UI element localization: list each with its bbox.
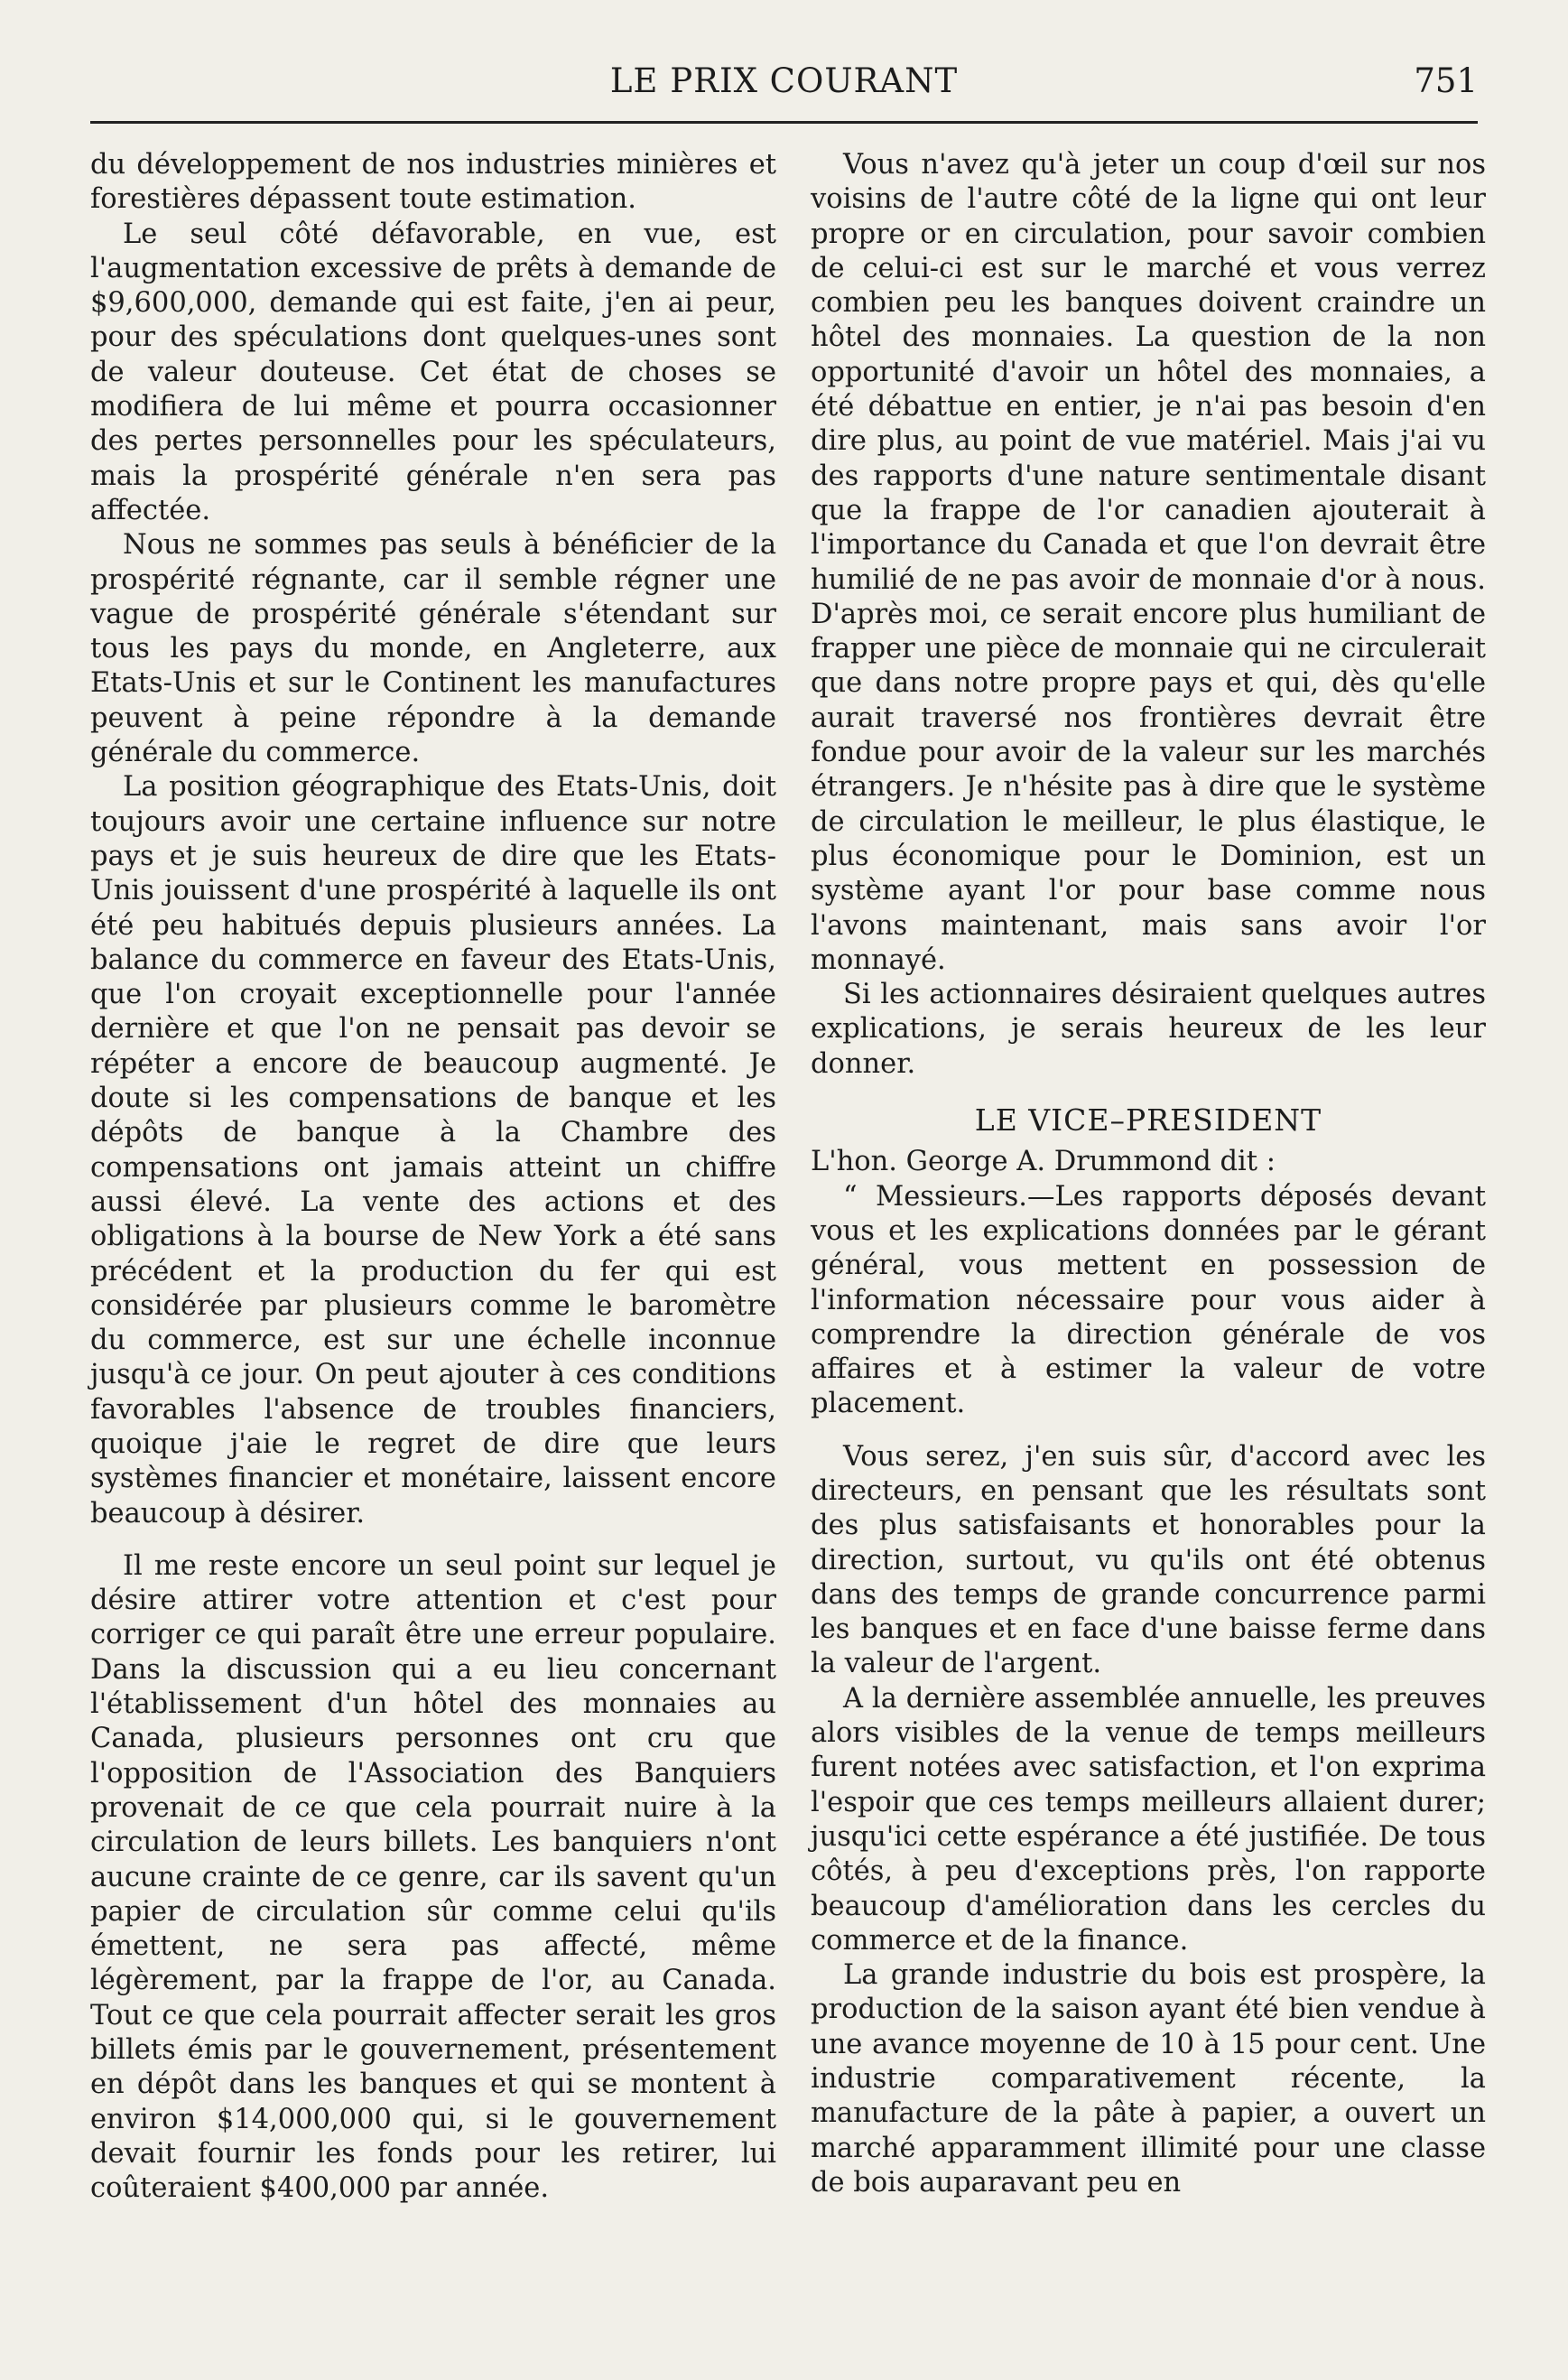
page-header <box>90 54 1478 108</box>
paragraph: Il me reste encore un seul point sur lequel je désire attirer votre attention et c'est pour corriger ce qui paraît être une erreur populaire. Dans la discussion qui a eu lieu concernant l'établissement d'un hôtel des monnaies au Canada, plusieurs personnes ont cru que l'opposition de l'Association des Banquiers provenait de ce que cela pourrait nuire à la circulation de leurs billets. Les banquiers n'ont aucune crainte de ce genre, car ils savent qu'un papier de circulation sûr comme celui qu'ils émettent, ne sera pas affecté, même légèrement, par la frappe de l'or, au Canada. Tout ce que cela pourrait affecter serait les gros billets émis par le gouvernement, présentement en dépôt dans les banques et qui se montent à environ $14,000,000 qui, si le gouvernement devait fournir les fonds pour les retirer, lui coûteraient $400,000 par année. <box>90 1549 776 2205</box>
paragraph: du développement de nos industries minières et forestières dépassent toute estimation. <box>90 149 776 216</box>
paragraph: Vous n'avez qu'à jeter un coup d'œil sur nos voisins de l'autre côté de la ligne qui ont leur propre or en circulation, pour savoir combien de celui-ci est sur le marché et vous verrez combien peu les banques doivent craindre un hôtel des monnaies. La question de la non opportunité d'avoir un hôtel des monnaies, a été débattue en entier, je n'ai pas besoin d'en dire plus, au point de vue matériel. Mais j'ai vu des rapports d'une nature sentimentale disant que la frappe de l'or canadien ajouterait à l'importance du Canada et que l'on devrait être humilié de ne pas avoir de monnaie d'or à nous. D'après moi, ce serait encore plus humiliant de frapper une pièce de monnaie qui ne circulerait que dans notre propre pays et qui, dès qu'elle aurait traversé nos frontières devrait être fondue pour avoir de la valeur sur les marchés étrangers. Je n'hésite pas à dire que le système de circulation le meilleur, le plus élastique, le plus économique pour le Dominion, est un système ayant l'or pour base comme nous l'avons maintenant, mais sans avoir l'or monnayé. <box>811 149 1486 976</box>
paragraph: La position géographique des Etats-Unis, doit toujours avoir une certaine influence sur notre pays et je suis heureux de dire que les Etats-Unis jouissent d'une prospérité à laquelle ils ont été peu habitués depuis plusieurs années. La balance du commerce en faveur des Etats-Unis, que l'on croyait exceptionnelle pour l'année dernière et que l'on ne pensait pas devoir se répéter a encore de beaucoup augmenté. Je doute si les compensations de banque et les dépôts de banque à la Chambre des compensations ont jamais atteint un chiffre aussi élevé. La vente des actions et des obligations à la bourse de New York a été sans précédent et la production du fer qui est considérée par plusieurs comme le baromètre du commerce, est sur une échelle inconnue jusqu'à ce jour. On peut ajouter à ces conditions favorables l'absence de troubles financiers, quoique j'aie le regret de dire que leurs systèmes financier et monétaire, laissent encore beaucoup à désirer. <box>90 771 776 1529</box>
speaker-line: L'hon. George A. Drummond dit : <box>811 1146 1276 1178</box>
section-heading: LE VICE–PRESIDENT <box>974 1102 1322 1139</box>
paragraph: La grande industrie du bois est prospère, la production de la saison ayant été bien vendue à une avance moyenne de 10 à 15 pour cent. Une industrie comparativement récente, la manufacture de la pâte à papier, a ouvert un marché apparamment illimité pour une classe de bois auparavant peu en <box>811 1959 1486 2199</box>
paragraph: Vous serez, j'en suis sûr, d'accord avec les directeurs, en pensant que les résultats sont des plus satisfaisants et honorables pour la direction, surtout, vu qu'ils ont été obtenus dans des temps de grande concurrence parmi les banques et en face d'une baisse ferme dans la valeur de l'argent. <box>811 1440 1486 1680</box>
header-rule <box>90 121 1478 124</box>
paragraph: Le seul côté défavorable, en vue, est l'augmentation excessive de prêts à demande de $9,600,000, demande qui est faite, j'en ai peur, pour des spéculations dont quelques-unes sont de valeur douteuse. Cet état de choses se modifiera de lui même et pourra occasionner des pertes personnelles pour les spéculateurs, mais la prospérité générale n'en sera pas affectée. <box>90 218 776 526</box>
left-column <box>90 148 776 2207</box>
right-column <box>811 148 1486 2200</box>
paragraph: “ Messieurs.—Les rapports déposés devant vous et les explications données par le gérant général, vous mettent en possession de l'information nécessaire pour vous aider à comprendre la direction générale de vos affaires et à estimer la valeur de votre placement. <box>811 1180 1486 1420</box>
page-number: 751 <box>1414 61 1478 100</box>
paragraph: A la dernière assemblée annuelle, les preuves alors visibles de la venue de temps meilleurs furent notées avec satisfaction, et l'on exprima l'espoir que ces temps meilleurs allaient durer; jusqu'ici cette espérance a été justifiée. De tous côtés, à peu d'exceptions près, l'on rapporte beaucoup d'amélioration dans les cercles du commerce et de la finance. <box>811 1682 1486 1957</box>
publication-title: LE PRIX COURANT <box>609 61 959 100</box>
paragraph: Si les actionnaires désiraient quelques autres explications, je serais heureux de les leur donner. <box>811 979 1486 1080</box>
paragraph: Nous ne sommes pas seuls à bénéficier de la prospérité régnante, car il semble régner une vague de prospérité générale s'étendant sur tous les pays du monde, en Angleterre, aux Etats-Unis et sur le Continent les manufactures peuvent à peine répondre à la demande générale du commerce. <box>90 529 776 769</box>
